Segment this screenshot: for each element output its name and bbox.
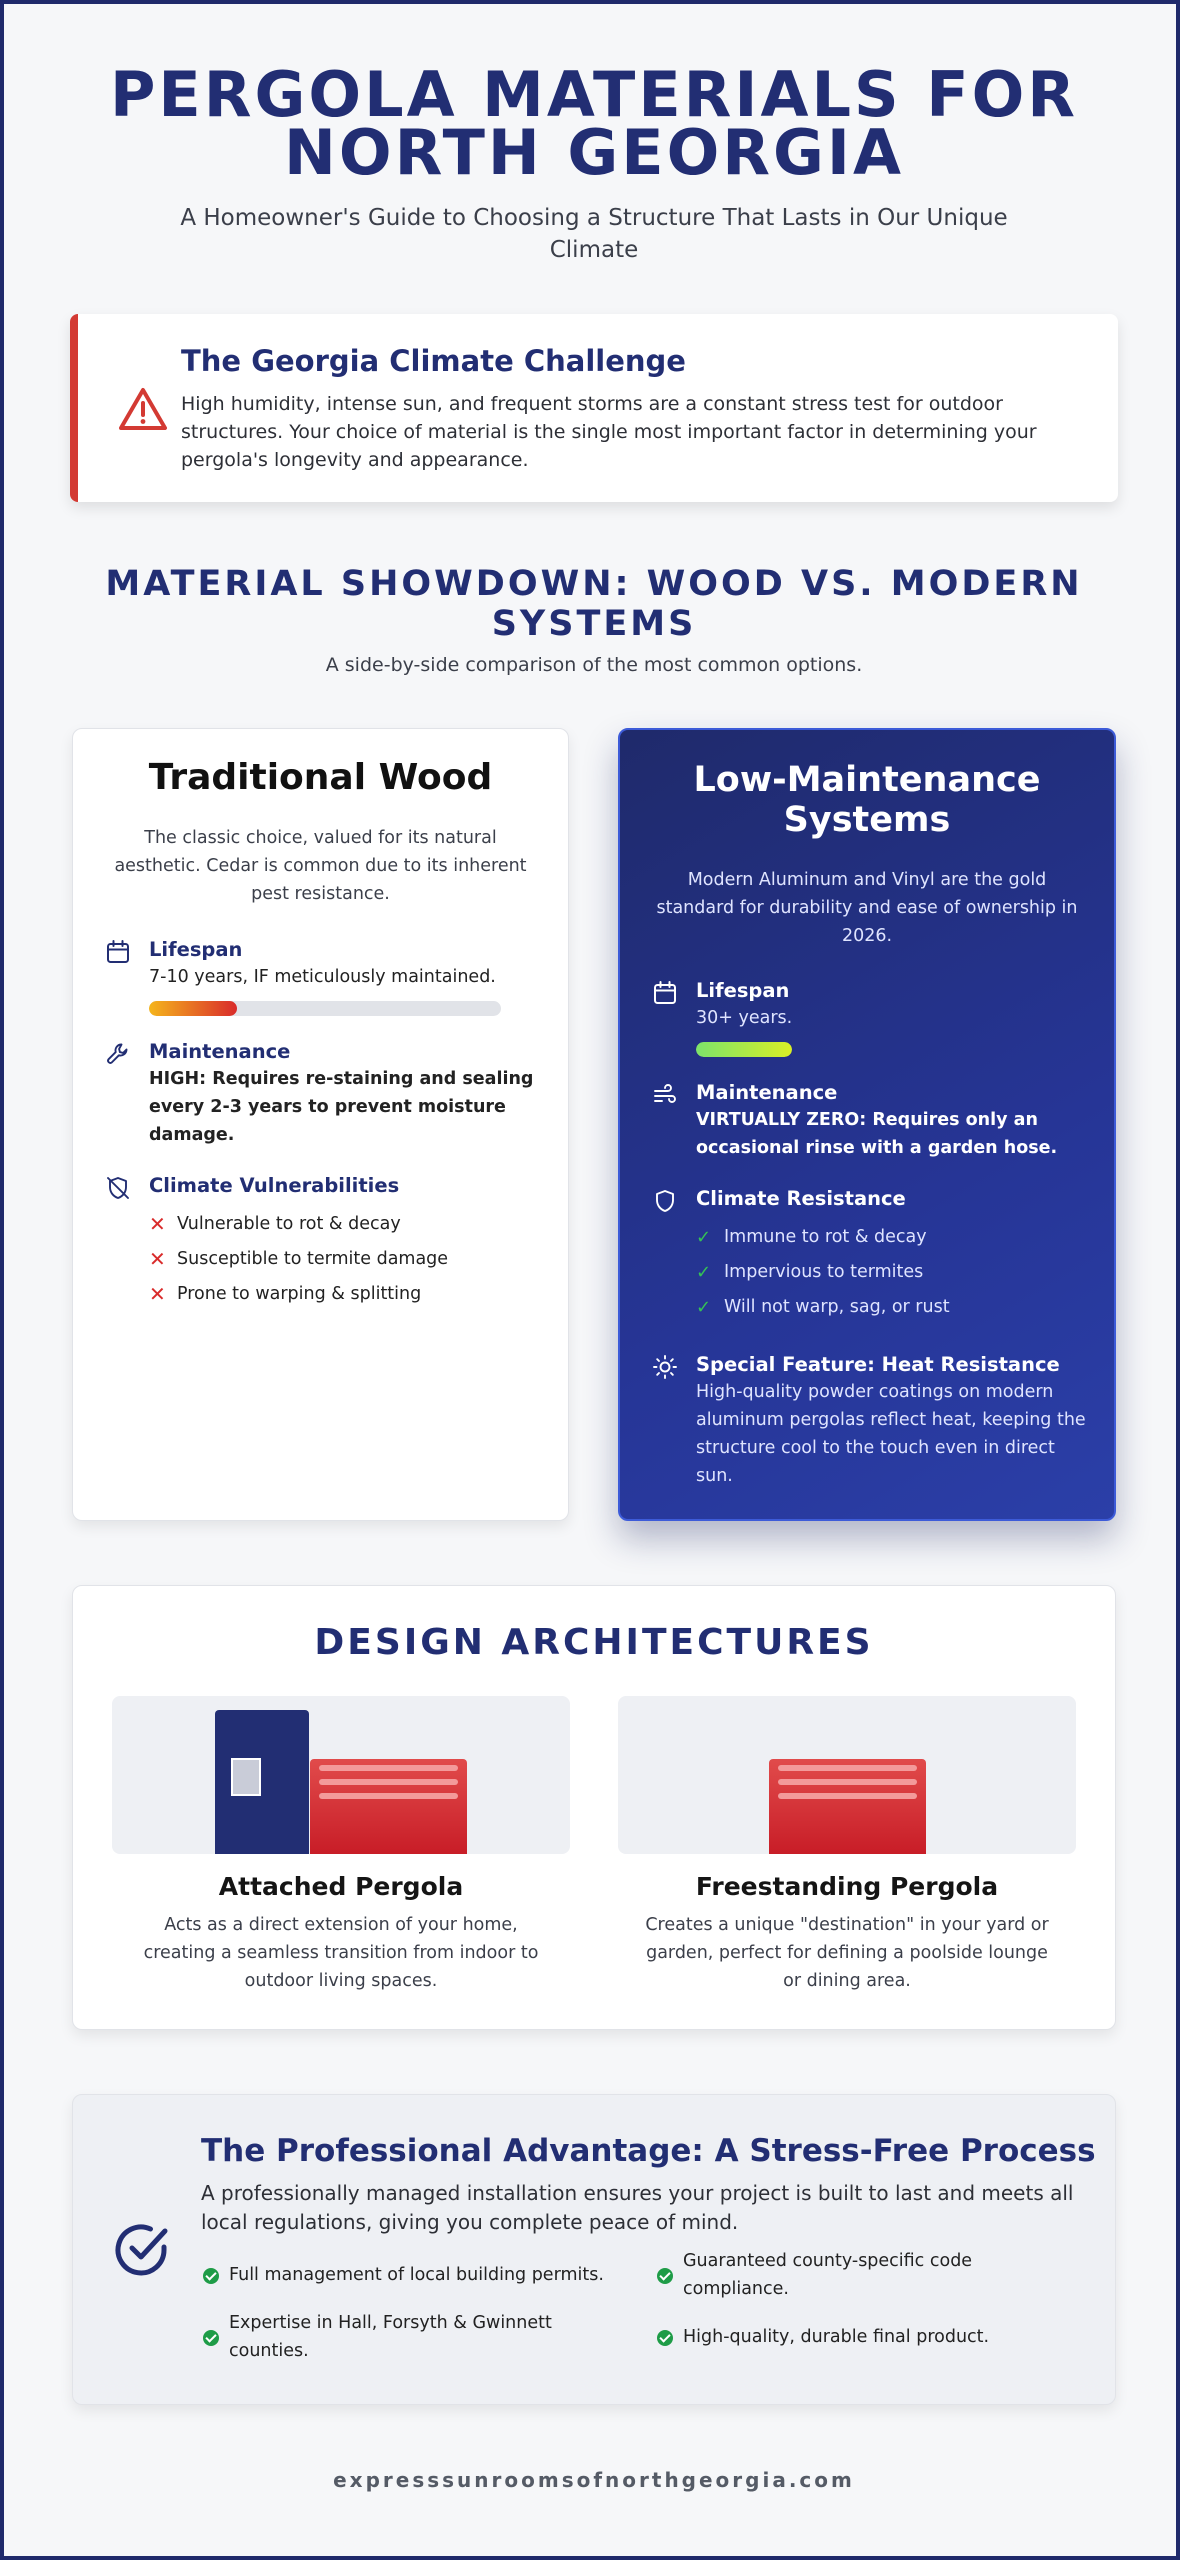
wood-intro: The classic choice, valued for its natural aesthetic. Cedar is common due to its inherent pest resistance. xyxy=(114,828,527,904)
attached-pergola-text: Acts as a direct extension of your home, creating a seamless transition from indoor to outdoor living spaces. xyxy=(143,1915,539,1991)
wood-lifespan xyxy=(105,937,544,1016)
window-illustration xyxy=(231,1758,261,1796)
wood-vulnerabilities-title: Climate Vulnerabilities xyxy=(149,1174,400,1197)
wood-maintenance-title: Maintenance xyxy=(149,1040,291,1063)
check-circle-small-icon xyxy=(657,2330,673,2346)
climate-challenge-card xyxy=(70,314,1118,502)
check-circle-icon xyxy=(112,2221,170,2279)
attached-pergola-illustration xyxy=(112,1696,570,1854)
page-title-line2: NORTH GEORGIA xyxy=(284,116,904,189)
modern-lifespan-bar-fill xyxy=(696,1042,792,1057)
freestanding-pergola-title: Freestanding Pergola xyxy=(695,1872,999,1901)
climate-challenge-text: High humidity, intense sun, and frequent storms are a constant stress test for outdoor structures. Your choice of material is the single most important factor in determining your pergola's longevity and appearance. xyxy=(181,393,1037,471)
freestanding-pergola-illustration xyxy=(618,1696,1076,1854)
modern-lifespan-title: Lifespan xyxy=(696,979,790,1002)
climate-challenge-title: The Georgia Climate Challenge xyxy=(181,344,686,378)
list-item: ✕ Susceptible to termite damage xyxy=(149,1242,544,1277)
showdown-title: MATERIAL SHOWDOWN: WOOD VS. MODERN SYSTEMS xyxy=(105,564,1083,644)
check-circle-small-icon xyxy=(657,2268,673,2284)
modern-maintenance-text: VIRTUALLY ZERO: Requires only an occasional rinse with a garden hose. xyxy=(696,1110,1058,1158)
wood-lifespan-bar-fill xyxy=(149,1001,237,1016)
modern-lifespan-text: 30+ years. xyxy=(696,1008,793,1028)
modern-maintenance xyxy=(652,1080,1090,1162)
modern-resistance xyxy=(652,1186,1090,1325)
wood-title: Traditional Wood xyxy=(148,757,493,798)
professional-advantage-title: The Professional Advantage: A Stress-Free Process xyxy=(201,2133,1096,2169)
calendar-icon xyxy=(105,939,131,965)
page-subtitle: A Homeowner's Guide to Choosing a Structure That Lasts in Our Unique Climate xyxy=(180,205,1008,263)
modern-resistance-title: Climate Resistance xyxy=(696,1187,906,1210)
wood-vulnerabilities-list xyxy=(149,1207,544,1312)
modern-special-feature xyxy=(652,1352,1090,1490)
wood-card xyxy=(72,728,569,1521)
design-architectures-card xyxy=(72,1585,1116,2030)
list-item: Guaranteed county-specific code compliance. xyxy=(657,2247,1057,2303)
check-circle-small-icon xyxy=(203,2330,219,2346)
list-item: Expertise in Hall, Forsyth & Gwinnett counties. xyxy=(203,2309,603,2365)
list-item: ✕ Vulnerable to rot & decay xyxy=(149,1207,544,1242)
modern-maintenance-title: Maintenance xyxy=(696,1081,838,1104)
attached-pergola xyxy=(112,1696,570,1995)
house-illustration xyxy=(215,1710,309,1854)
professional-advantage-lead: A professionally managed installation ensures your project is built to last and meets all local regulations, giving you complete peace of mind. xyxy=(201,2181,1074,2234)
list-item: ✓ Impervious to termites xyxy=(696,1255,1090,1290)
wood-lifespan-text: 7-10 years, IF meticulously maintained. xyxy=(149,967,496,987)
wind-icon xyxy=(652,1082,678,1108)
wood-vulnerabilities xyxy=(105,1173,544,1312)
wrench-icon xyxy=(105,1041,131,1067)
modern-lifespan xyxy=(652,978,1090,1057)
x-icon: ✕ xyxy=(149,1282,166,1306)
modern-intro: Modern Aluminum and Vinyl are the gold standard for durability and ease of ownership in 2026. xyxy=(656,870,1078,946)
attached-pergola-title: Attached Pergola xyxy=(218,1872,464,1901)
showdown-subtitle: A side-by-side comparison of the most common options. xyxy=(325,654,863,676)
list-item: ✕ Prone to warping & splitting xyxy=(149,1277,544,1312)
warning-triangle-icon xyxy=(118,386,168,432)
check-icon: ✓ xyxy=(696,1297,712,1318)
check-icon: ✓ xyxy=(696,1227,712,1248)
list-item: Full management of local building permits. xyxy=(203,2261,623,2289)
freestanding-pergola xyxy=(618,1696,1076,1995)
freestanding-pergola-text: Creates a unique "destination" in your yard or garden, perfect for defining a poolside lounge or dining area. xyxy=(645,1915,1049,1991)
modern-resistance-list xyxy=(696,1220,1090,1325)
modern-title: Low-Maintenance Systems xyxy=(693,760,1041,840)
check-icon: ✓ xyxy=(696,1262,712,1283)
x-icon: ✕ xyxy=(149,1212,166,1236)
list-item: ✓ Will not warp, sag, or rust xyxy=(696,1290,1090,1325)
list-item: High-quality, durable final product. xyxy=(657,2323,1057,2351)
list-item: ✓ Immune to rot & decay xyxy=(696,1220,1090,1255)
modern-card xyxy=(618,728,1116,1521)
pergola-roof-illustration xyxy=(769,1759,926,1854)
design-architectures-title: DESIGN ARCHITECTURES xyxy=(314,1622,874,1663)
wood-maintenance-text: HIGH: Requires re-staining and sealing every 2-3 years to prevent moisture damage. xyxy=(149,1069,534,1145)
sun-icon xyxy=(652,1354,678,1380)
shield-off-icon xyxy=(105,1175,131,1201)
footer-website: expresssunroomsofnorthgeorgia.com xyxy=(333,2468,855,2492)
check-circle-small-icon xyxy=(203,2268,219,2284)
wood-maintenance xyxy=(105,1039,544,1149)
modern-special-title: Special Feature: Heat Resistance xyxy=(696,1353,1060,1376)
shield-icon xyxy=(652,1188,678,1214)
x-icon: ✕ xyxy=(149,1247,166,1271)
calendar-icon xyxy=(652,980,678,1006)
wood-lifespan-title: Lifespan xyxy=(149,938,243,961)
wood-lifespan-bar xyxy=(149,1001,501,1016)
page-title xyxy=(64,58,1124,189)
modern-lifespan-bar xyxy=(696,1042,792,1057)
modern-special-text: High-quality powder coatings on modern aluminum pergolas reflect heat, keeping the structure cool to the touch even in direct sun. xyxy=(696,1382,1086,1486)
professional-advantage-card xyxy=(72,2094,1116,2405)
pergola-roof-illustration xyxy=(310,1759,467,1854)
page-title-line1: PERGOLA MATERIALS FOR xyxy=(109,58,1079,131)
hero xyxy=(64,58,1124,266)
